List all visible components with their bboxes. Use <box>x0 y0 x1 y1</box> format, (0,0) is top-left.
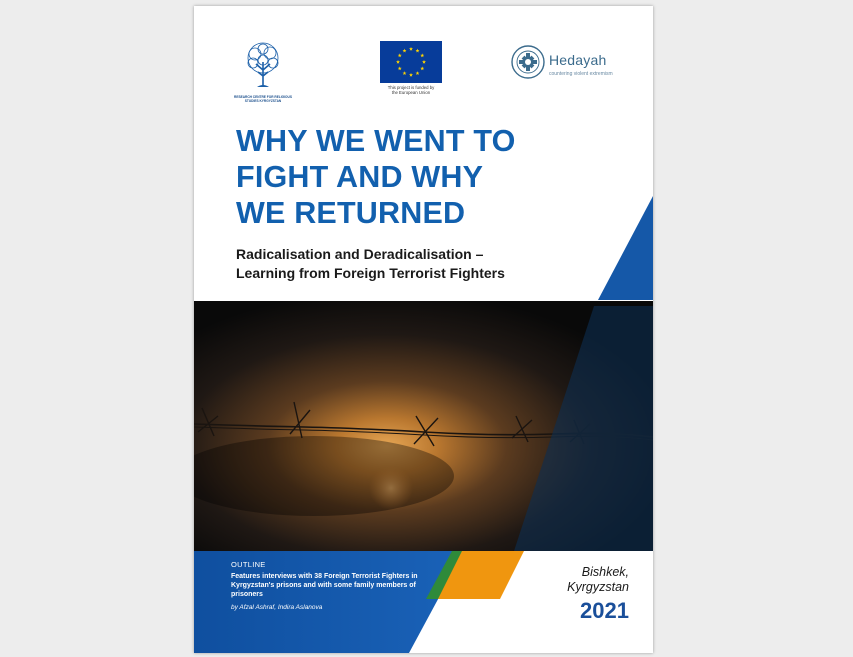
outline-heading: OUTLINE <box>231 560 266 569</box>
publication-city: Bishkek, <box>581 565 629 579</box>
title-line-3: WE RETURNED <box>236 196 466 230</box>
outline-text: Features interviews with 38 Foreign Terrorist Fighters in Kyrgyzstan's prisons and with some family members of prisoners <box>231 573 418 598</box>
eu-caption-line1: This project is funded by <box>387 85 435 90</box>
title-line-2: FIGHT AND WHY <box>236 160 484 194</box>
publication-country: Kyrgyzstan <box>567 580 629 594</box>
subtitle-line-2: Learning from Foreign Terrorist Fighters <box>236 265 505 281</box>
publication-year: 2021 <box>580 598 629 623</box>
hedayah-tagline: countering violent extremism <box>549 71 613 77</box>
outline-authors: by Afzal Ashraf, Indira Aslanova <box>231 604 323 611</box>
hedayah-name: Hedayah <box>549 52 607 68</box>
publication-place <box>567 565 629 595</box>
blue-corner-triangle <box>598 196 653 300</box>
research-centre-caption: RESEARCH CENTRE FOR RELIGIOUS STUDIES KYRGYZSTAN <box>234 95 292 103</box>
cover-artwork <box>194 6 653 653</box>
outline-section <box>231 560 441 611</box>
subtitle-line-1: Radicalisation and Deradicalisation – <box>236 246 484 262</box>
title-line-1: WHY WE WENT TO <box>236 124 516 158</box>
eu-caption-line2: the European Union <box>391 90 431 95</box>
report-cover <box>194 6 653 653</box>
